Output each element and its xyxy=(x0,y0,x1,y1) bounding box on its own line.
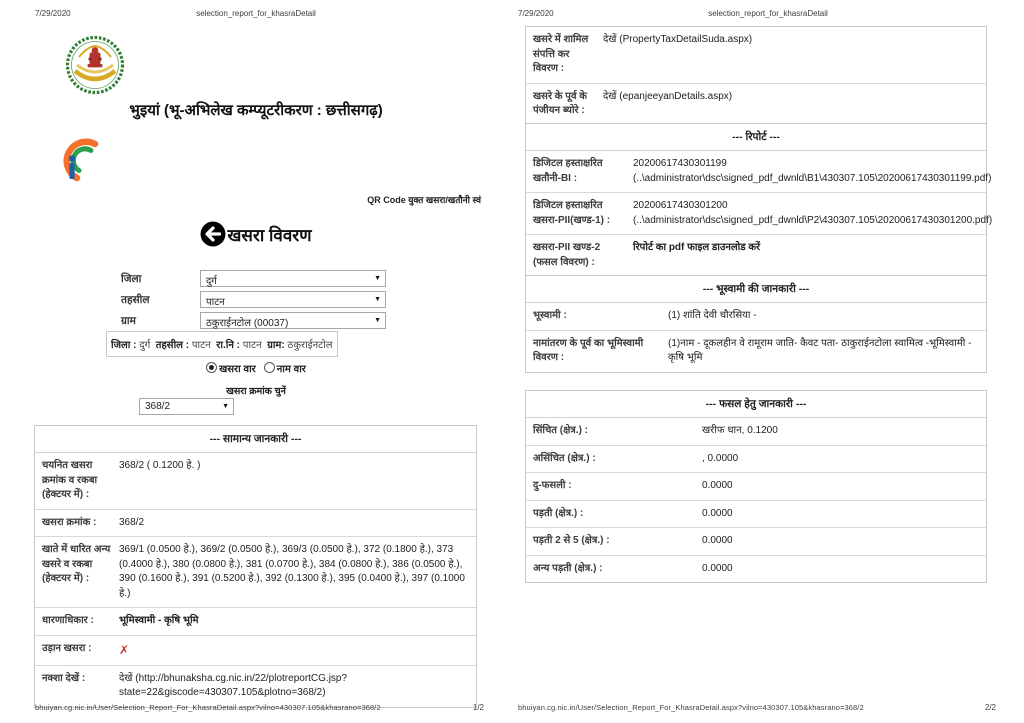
summary-village-label: ग्राम: xyxy=(267,340,285,351)
district-label: जिला xyxy=(121,273,142,285)
row-label: डिजिटल हस्ताक्षरित खसरा-PII(खण्ड-1) : xyxy=(533,200,611,226)
district-select-value: दुर्ग xyxy=(206,276,217,287)
location-summary-box xyxy=(106,331,338,357)
row-label: असिंचित (क्षेत्र.) : xyxy=(533,452,596,464)
table-row xyxy=(526,84,986,125)
table-row xyxy=(526,331,986,372)
row-value: 0.0000 xyxy=(702,480,733,491)
print-header-date: 7/29/2020 xyxy=(518,9,554,18)
print-header-title: selection_report_for_khasraDetail xyxy=(708,9,828,18)
pdf-id: 20200617430301200 xyxy=(633,200,728,211)
district-row xyxy=(0,270,512,289)
epanjeeyan-link[interactable]: देखें (epanjeeyanDetails.aspx) xyxy=(603,90,733,102)
general-info-table-title: --- सामान्य जानकारी --- xyxy=(35,426,476,453)
pdf-id: 20200617430301199 xyxy=(633,158,727,169)
summary-ri-label: रा.नि : xyxy=(216,340,240,351)
row-value: 0.0000 xyxy=(702,562,733,574)
row-value: 0.0000 xyxy=(702,507,733,519)
table-row xyxy=(526,193,993,235)
row-value: 0.0000 xyxy=(702,535,733,546)
page-title: खसरा विवरण xyxy=(227,225,312,245)
row-value: 369/1 (0.0500 हे.), 369/2 (0.0500 हे.), 369/3 (0.0500 हे.), 372 (0.1800 हे.), 373 (0.4000 हे.), 380 (0.0800 हे.), 381 (0.0700 हे.), 384 (0.0800 हे.), 386 (0.0500 हे.), 390 (0.1600 हे.), 391 (0.5200 हे.), 392 (0.1300 हे.), 395 (0.0400 हे.), 397 (0.1000 हे.) xyxy=(119,544,465,599)
chevron-down-icon: ▼ xyxy=(374,275,381,282)
khasra-number-select-value: 368/2 xyxy=(145,401,171,412)
row-label: नामांतरण के पूर्व का भूमिस्वामी विवरण : xyxy=(533,337,644,363)
khatauni-b1-pdf-link[interactable] xyxy=(631,151,999,192)
table-row xyxy=(526,418,986,446)
owner-info-table-title: --- भूस्वामी की जानकारी --- xyxy=(526,276,986,303)
chhattisgarh-emblem-icon xyxy=(65,35,125,95)
chhattisgarh-emblem-logo xyxy=(65,35,125,95)
table-row xyxy=(526,235,986,276)
download-pdf-link[interactable]: रिपोर्ट का pdf फाइल डाउनलोड करें xyxy=(633,242,761,253)
tehsil-select-value: पाटन xyxy=(206,297,225,308)
row-value: भूमिस्वामी - कृषि भूमि xyxy=(119,615,199,626)
row-label: चयनित खसरा क्रमांक व रकबा (हेक्टयर में) : xyxy=(42,460,98,500)
qr-code-khasra-link[interactable]: QR Code युक्त खसरा/खतौनी स्वं xyxy=(367,195,481,205)
table-row xyxy=(35,453,476,510)
map-view-link[interactable]: देखें (http://bhunaksha.cg.nic.in/22/plotreportCG.jsp?state=22&giscode=430307.105&plotno=368/2) xyxy=(119,672,348,699)
table-row xyxy=(526,501,986,529)
pdf-path: (..\administrator\dsc\signed_pdf_dwnld\P2\430307.105\20200617430301200.pdf) xyxy=(633,214,993,226)
table-row xyxy=(526,303,986,331)
village-select-value: ठकुराईनटोल (00037) xyxy=(206,318,289,329)
table-row xyxy=(526,473,986,501)
village-select[interactable] xyxy=(200,312,386,329)
row-label: खाते में धारित अन्य खसरे व रकबा (हेक्टयर में) : xyxy=(42,544,111,584)
print-header-date: 7/29/2020 xyxy=(35,9,71,18)
row-label: सिंचित (क्षेत्र.) : xyxy=(533,425,589,436)
general-info-table xyxy=(34,425,477,708)
naam-war-radio[interactable] xyxy=(264,362,275,373)
khasra-war-radio[interactable] xyxy=(206,362,217,373)
pdf-path: (..\administrator\dsc\signed_pdf_dwnld\B1\430307.105\20200617430301199.pdf) xyxy=(633,172,992,184)
row-label: खसरा-PII खण्ड-2 (फसल विवरण) : xyxy=(533,242,601,268)
tehsil-row xyxy=(0,291,512,310)
report-table xyxy=(525,123,993,277)
khasra-detail-heading xyxy=(0,221,512,252)
owner-name: (1) शांति देवी चौरसिया - xyxy=(668,310,757,321)
crop-info-table xyxy=(525,390,987,583)
row-label: नक्शा देखें : xyxy=(42,672,86,684)
report-table-title: --- रिपोर्ट --- xyxy=(526,124,986,151)
table-row xyxy=(526,27,986,84)
property-tax-link[interactable]: देखें (PropertyTaxDetailSuda.aspx) xyxy=(603,34,753,45)
row-label: खसरे में शामिल संपत्ति कर विवरण : xyxy=(533,34,589,74)
row-label: पड़ती 2 से 5 (क्षेत्र.) : xyxy=(533,535,610,546)
row-value: खरीफ धान, 0.1200 xyxy=(702,425,778,436)
general-info-continuation-table xyxy=(525,26,987,126)
table-row xyxy=(35,608,476,636)
table-row xyxy=(35,510,476,538)
row-label: दु-फसली : xyxy=(533,480,572,491)
table-row xyxy=(526,528,986,556)
row-value: , 0.0000 xyxy=(702,452,739,464)
row-value: 368/2 xyxy=(119,516,145,528)
khasra-war-radio-label: खसरा वार xyxy=(219,364,256,375)
digital-india-logo xyxy=(63,137,105,183)
cross-mark-icon: ✗ xyxy=(119,642,130,657)
summary-ri-value: पाटन xyxy=(242,340,262,351)
print-footer-url: bhuiyan.cg.nic.in/User/Selection_Report_For_KhasraDetail.aspx?vilno=430307.105&khasrano=368/2 xyxy=(518,703,864,712)
table-row xyxy=(526,556,986,583)
tehsil-select[interactable] xyxy=(200,291,386,308)
table-row xyxy=(35,666,476,707)
summary-tehsil-label: तहसील : xyxy=(155,340,190,351)
village-label: ग्राम xyxy=(121,315,136,327)
previous-owner-detail: (1)नाम - दूकलहीन वे रामूराम जाति- कैवट पता- ठाकुराईनटोला स्वामित्व -भूमिस्वामी - कृषि भूमि xyxy=(668,337,972,363)
table-row xyxy=(35,636,476,666)
print-footer-url: bhuiyan.cg.nic.in/User/Selection_Report_For_KhasraDetail.aspx?vilno=430307.105&khasrano=368/2 xyxy=(35,703,381,712)
print-footer-page-number: 1/2 xyxy=(472,703,484,712)
khasra-number-select-label: खसरा क्रमांक चुनें xyxy=(226,386,286,397)
summary-district-value: दुर्ग xyxy=(139,340,151,351)
row-value: 368/2 ( 0.1200 हे. ) xyxy=(119,460,201,471)
summary-village-value: ठकुराईनटोल xyxy=(287,340,333,351)
print-footer-page-number: 2/2 xyxy=(984,703,996,712)
table-row xyxy=(526,446,986,474)
row-label: उड़ान खसरा : xyxy=(42,642,92,654)
chevron-down-icon: ▼ xyxy=(374,296,381,303)
row-label: डिजिटल हस्ताक्षरित खतौनी-BI : xyxy=(533,158,603,184)
row-label: खसरे के पूर्व के पंजीयन ब्योरे : xyxy=(533,90,587,116)
crop-info-table-title: --- फसल हेतु जानकारी --- xyxy=(526,391,986,418)
summary-district-label: जिला : xyxy=(111,340,137,351)
district-select[interactable] xyxy=(200,270,386,287)
search-mode-radio-group xyxy=(0,361,512,375)
site-title: भुइयां (भू-अभिलेख कम्प्यूटरीकरण : छत्तीसगढ़) xyxy=(129,102,383,119)
row-label: भूस्वामी : xyxy=(533,310,567,321)
khasra-number-select[interactable] xyxy=(139,398,234,415)
row-label: अन्य पड़ती (क्षेत्र.) : xyxy=(533,562,603,574)
tehsil-label: तहसील xyxy=(121,294,150,306)
khasra-p2-pdf-link[interactable] xyxy=(631,193,1000,234)
print-header-title: selection_report_for_khasraDetail xyxy=(196,9,316,18)
table-row xyxy=(526,151,992,193)
row-label: पड़ती (क्षेत्र.) : xyxy=(533,507,584,519)
table-row xyxy=(35,537,476,608)
chevron-down-icon: ▼ xyxy=(222,403,229,410)
chevron-down-icon: ▼ xyxy=(374,317,381,324)
owner-info-table xyxy=(525,275,987,373)
print-page-2 xyxy=(512,0,1024,723)
row-label: धारणाधिकार : xyxy=(42,615,94,626)
summary-tehsil-value: पाटन xyxy=(191,340,211,351)
back-arrow-icon[interactable] xyxy=(200,221,226,247)
row-label: खसरा क्रमांक : xyxy=(42,516,97,528)
digital-india-icon xyxy=(63,137,105,183)
naam-war-radio-label: नाम वार xyxy=(276,364,306,375)
village-row xyxy=(0,312,512,331)
